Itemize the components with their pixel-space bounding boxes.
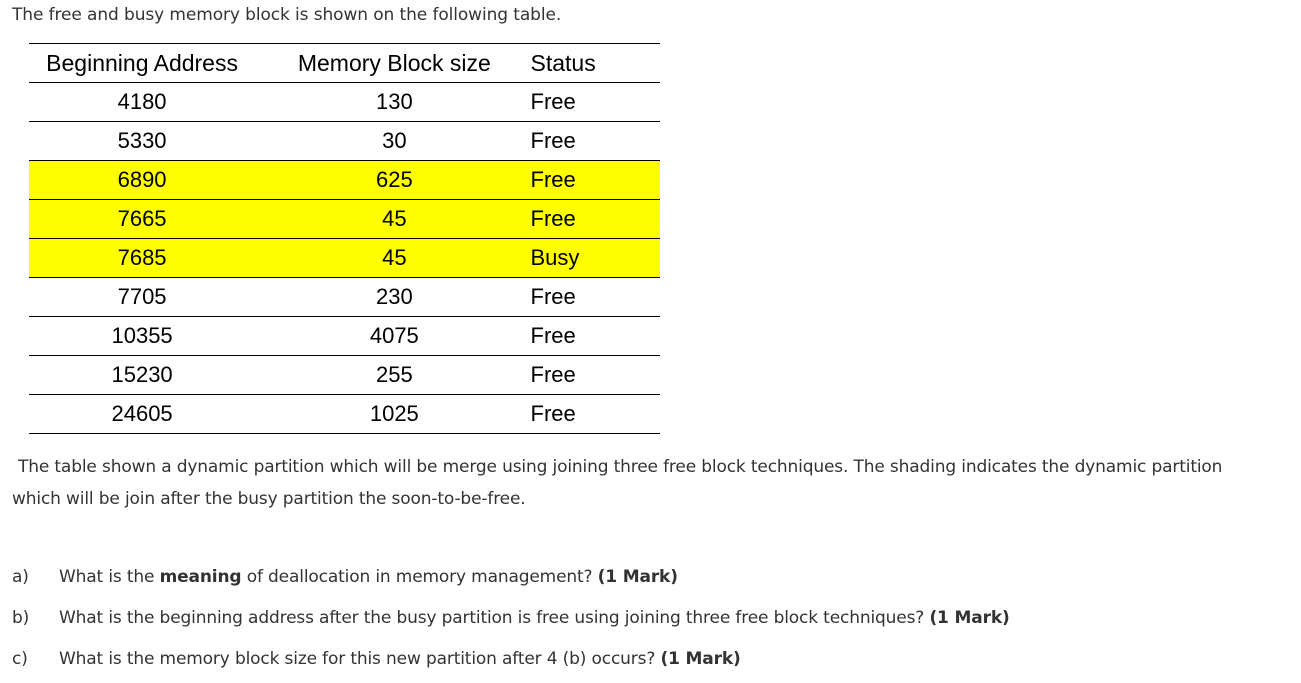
cell-size: 625 — [255, 161, 513, 200]
question-label: b) — [12, 608, 30, 628]
question-text-part: What is the beginning address after the busy partition is free using joining three free block techniques? — [59, 608, 930, 628]
question-text-part: What is the memory block size for this new partition after 4 (b) occurs? — [59, 649, 661, 669]
description-line-2: which will be join after the busy partition the soon-to-be-free. — [12, 489, 526, 509]
cell-address: 6890 — [29, 161, 255, 200]
cell-address: 5330 — [29, 122, 255, 161]
question-b — [12, 606, 1010, 630]
question-label: c) — [12, 649, 28, 669]
table-row — [29, 317, 660, 356]
table-row — [29, 239, 660, 278]
cell-status: Busy — [514, 239, 661, 278]
question-marks: (1 Mark) — [929, 608, 1010, 628]
table-row — [29, 356, 660, 395]
header-beginning-address: Beginning Address — [29, 44, 255, 83]
table-row — [29, 83, 660, 122]
question-text-part: of deallocation in memory management? — [241, 567, 598, 587]
cell-status: Free — [514, 356, 661, 395]
cell-status: Free — [514, 161, 661, 200]
table-row — [29, 395, 660, 434]
table-row — [29, 200, 660, 239]
cell-address: 4180 — [29, 83, 255, 122]
cell-status: Free — [514, 200, 661, 239]
question-marks: (1 Mark) — [660, 649, 741, 669]
question-a — [12, 565, 678, 589]
table-row — [29, 161, 660, 200]
cell-size: 130 — [255, 83, 513, 122]
memory-block-table — [29, 43, 660, 434]
question-text — [59, 606, 1010, 630]
cell-address: 15230 — [29, 356, 255, 395]
cell-status: Free — [514, 122, 661, 161]
cell-status: Free — [514, 83, 661, 122]
cell-address: 24605 — [29, 395, 255, 434]
table-row — [29, 122, 660, 161]
cell-size: 255 — [255, 356, 513, 395]
cell-status: Free — [514, 395, 661, 434]
description-paragraph — [12, 451, 1301, 515]
cell-size: 30 — [255, 122, 513, 161]
cell-status: Free — [514, 278, 661, 317]
cell-size: 4075 — [255, 317, 513, 356]
cell-size: 45 — [255, 239, 513, 278]
cell-size: 1025 — [255, 395, 513, 434]
cell-address: 10355 — [29, 317, 255, 356]
cell-address: 7705 — [29, 278, 255, 317]
cell-size: 45 — [255, 200, 513, 239]
description-line-1: The table shown a dynamic partition which will be merge using joining three free block techniques. The shading indicates the dynamic partition — [18, 457, 1223, 477]
cell-address: 7665 — [29, 200, 255, 239]
question-text — [59, 565, 678, 589]
question-text-part: What is the — [59, 567, 160, 587]
question-marks: (1 Mark) — [597, 567, 678, 587]
cell-size: 230 — [255, 278, 513, 317]
question-text — [59, 647, 741, 671]
cell-address: 7685 — [29, 239, 255, 278]
question-c — [12, 647, 741, 671]
table-row — [29, 278, 660, 317]
intro-text: The free and busy memory block is shown on the following table. — [12, 5, 562, 25]
header-status: Status — [514, 44, 661, 83]
cell-status: Free — [514, 317, 661, 356]
table-header-row — [29, 44, 660, 83]
header-memory-block-size: Memory Block size — [255, 44, 513, 83]
question-emphasis: meaning — [159, 567, 242, 587]
question-label: a) — [12, 567, 29, 587]
